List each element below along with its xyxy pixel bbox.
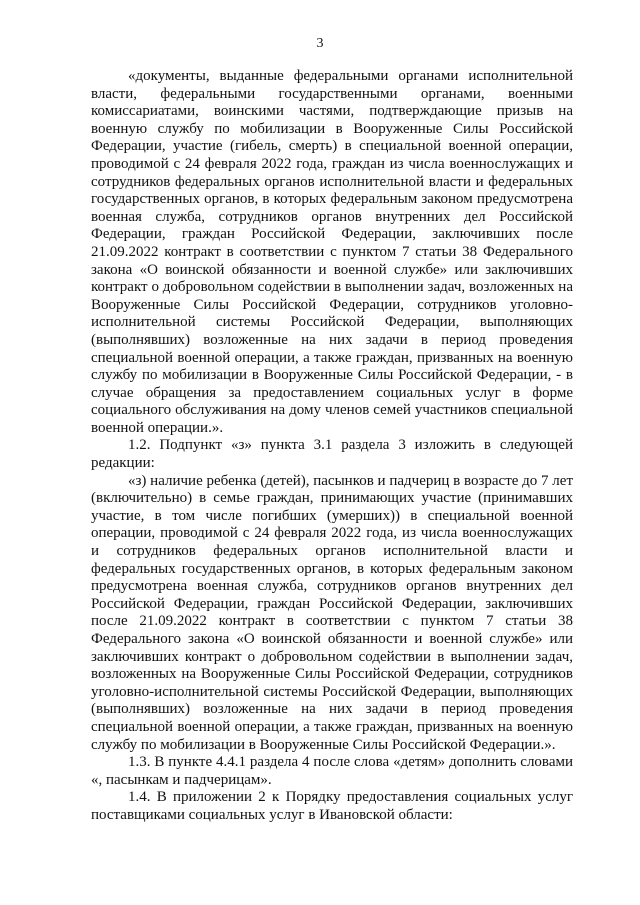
paragraph-1-3: 1.3. В пункте 4.4.1 раздела 4 после слова «детям» дополнить словами «, пасынкам и падчерицам».	[91, 754, 573, 788]
paragraph-1-2: 1.2. Подпункт «з» пункта 3.1 раздела 3 изложить в следующей редакции:	[91, 437, 573, 472]
document-body	[91, 68, 573, 825]
page-number: 3	[316, 36, 324, 51]
paragraph-subitem-z-quote: «з) наличие ребенка (детей), пасынков и падчериц в возрасте до 7 лет (включительно) в семье граждан, принимающих участие (принимавших участие, в том числе погибших (умерших)) в специальной военной операции, проводимой с 24 февраля 2022 года, из числа военнослужащих и сотрудников федеральных органов исполнительной власти и федеральных государственных органов, в которых федеральным законом предусмотрена военная служба, сотрудников органов внутренних дел Российской Федерации, граждан Российской Федерации, заключивших после 21.09.2022 контракт в соответствии с пунктом 7 статьи 38 Федерального закона «О воинской обязанности и военной службе» или заключивших контракт о добровольном содействии в выполнении задач, возложенных на Вооруженные Силы Российской Федерации, сотрудников уголовно-исполнительной системы Российской Федерации, выполняющих (выполнявших) возложенные на них задачи в период проведения специальной военной операции, а также граждан, призванных на военную службу по мобилизации в Вооруженные Силы Российской Федерации.».	[91, 472, 573, 753]
paragraph-documents-quote: «документы, выданные федеральными органами исполнительной власти, федеральными государственными органами, военными комиссариатами, воинскими частями, подтверждающие призыв на военную службу по мобилизации в Вооруженные Силы Российской Федерации, участие (гибель, смерть) в специальной военной операции, проводимой с 24 февраля 2022 года, граждан из числа военнослужащих и сотрудников федеральных органов исполнительной власти и федеральных государственных органов, в которых федеральным законом предусмотрена военная служба, сотрудников органов внутренних дел Российской Федерации, граждан Российской Федерации, заключивших после 21.09.2022 контракт в соответствии с пунктом 7 статьи 38 Федерального закона «О воинской обязанности и военной службе» или заключивших контракт о добровольном содействии в выполнении задач, возложенных на Вооруженные Силы Российской Федерации, сотрудников уголовно-исполнительной системы Российской Федерации, выполняющих (выполнявших) возложенные на них задачи в период проведения специальной военной операции, а также граждан, призванных на военную службу по мобилизации в Вооруженные Силы Российской Федерации, - в случае обращения за предоставлением социальных услуг в форме социального обслуживания на дому членов семей участников специальной военной операции.».	[91, 68, 573, 436]
paragraph-1-4: 1.4. В приложении 2 к Порядку предоставления социальных услуг поставщиками социальных услуг в Ивановской области:	[91, 789, 573, 823]
